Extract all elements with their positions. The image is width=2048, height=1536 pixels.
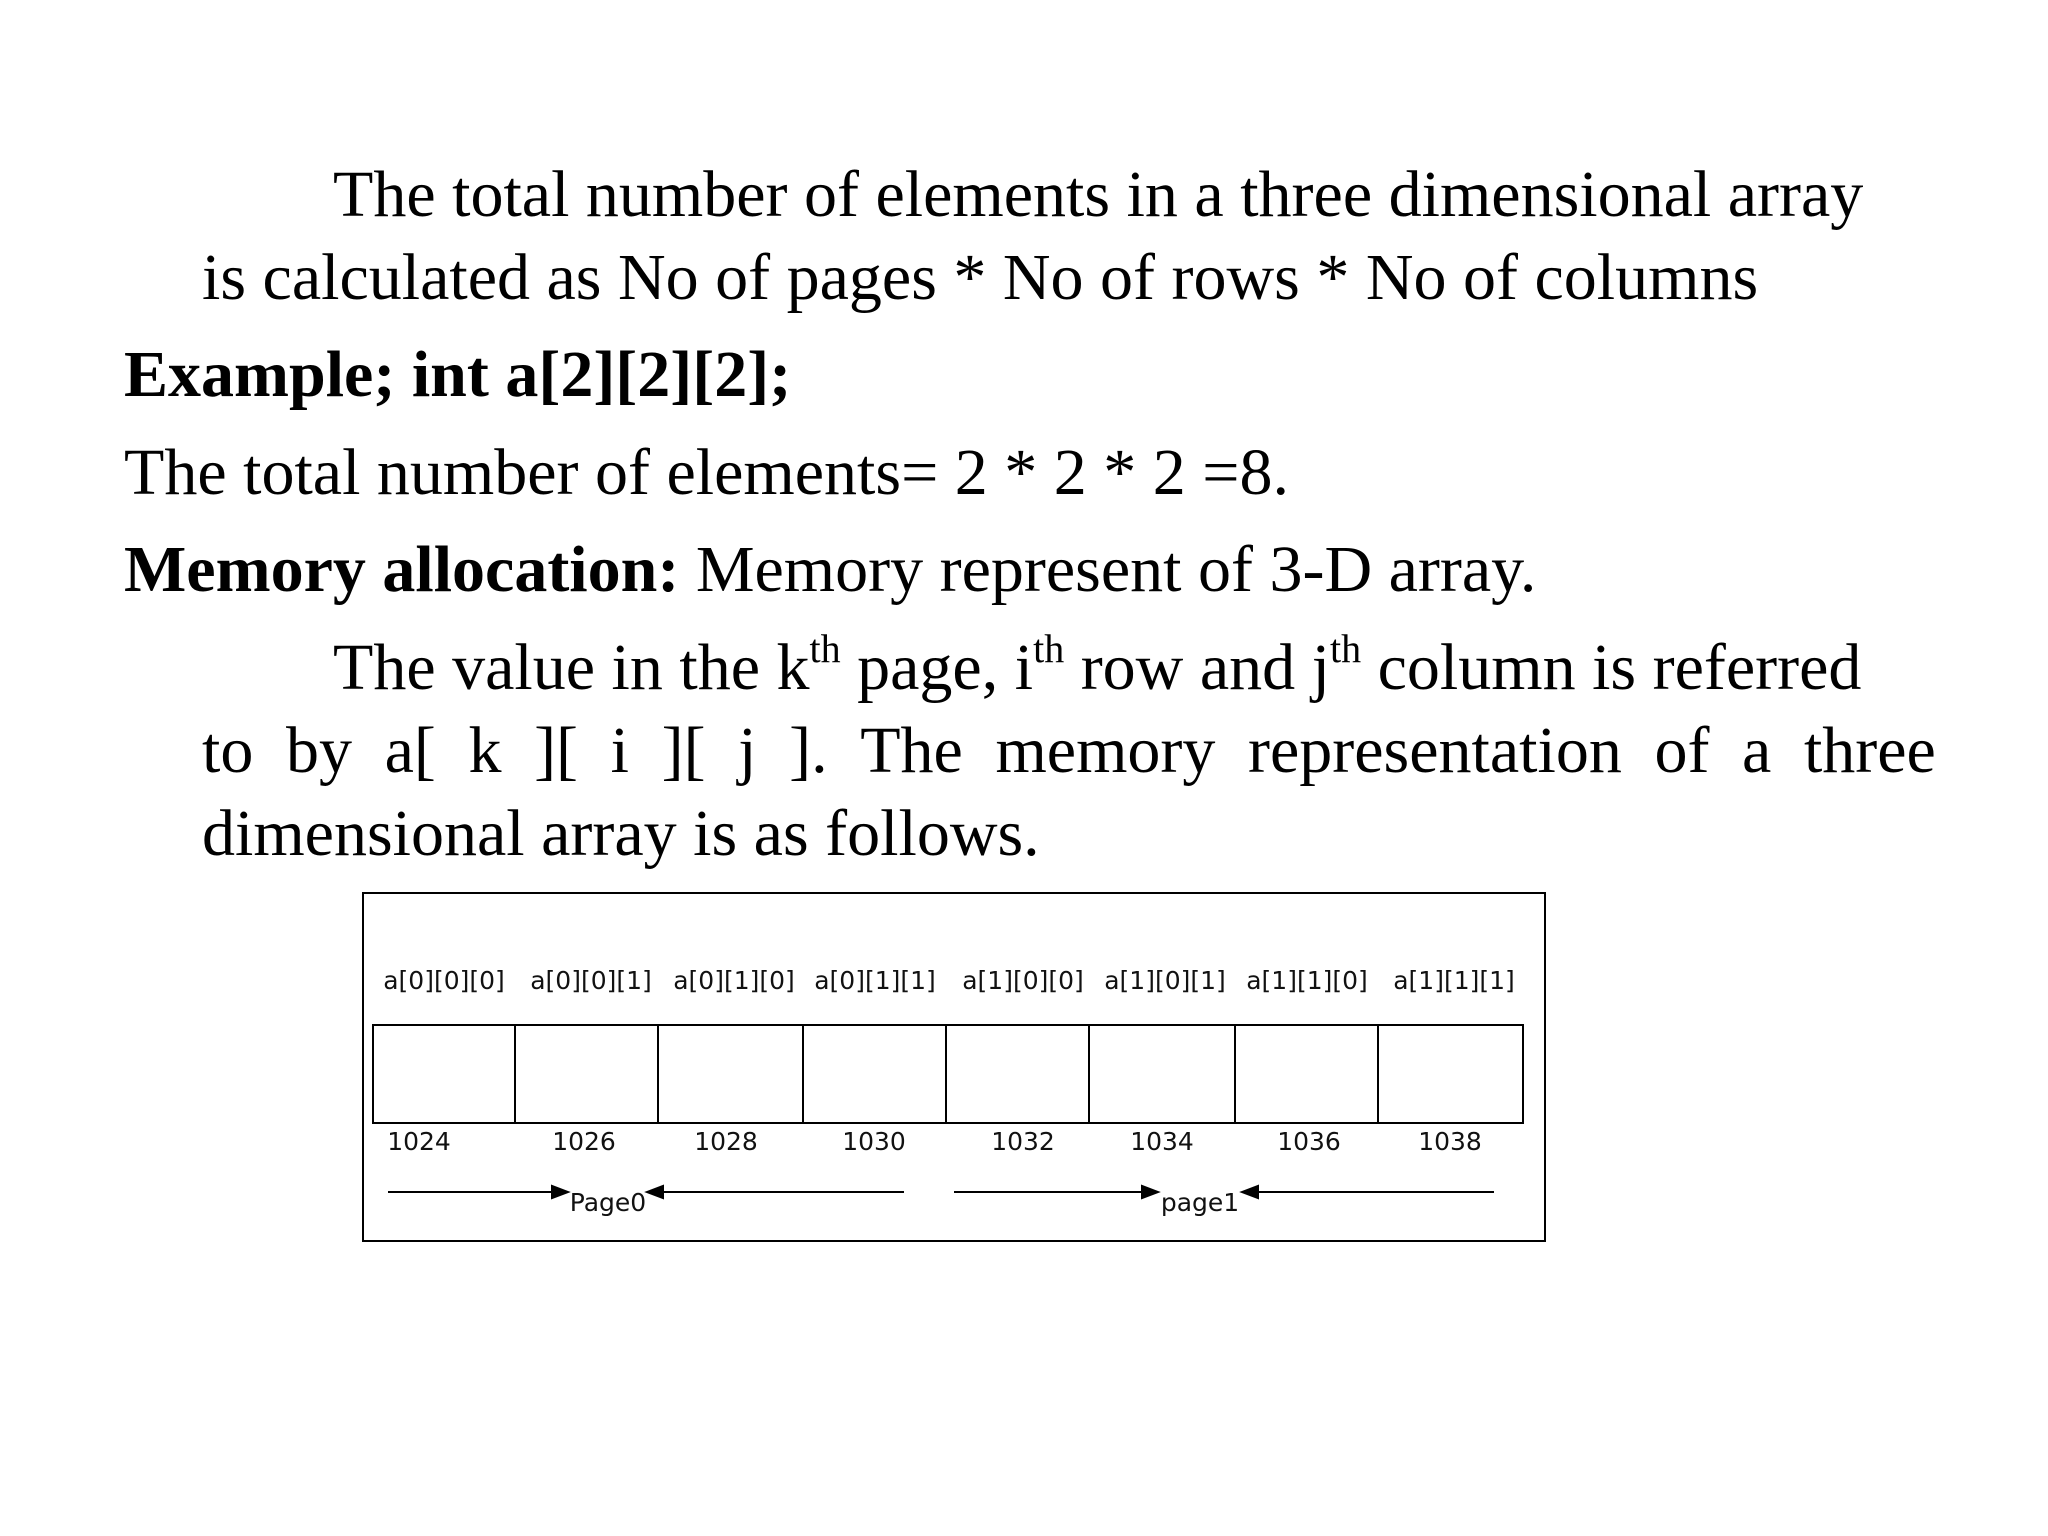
page1-label: page1 [1160, 1188, 1240, 1217]
memory-allocation-line [124, 533, 1537, 606]
memory-address: 1036 [1277, 1127, 1341, 1156]
p2-word: ][ [661, 714, 706, 787]
example-heading: Example; int a[2][2][2]; [124, 338, 792, 411]
element-label: a[0][0][1] [530, 966, 652, 995]
memory-allocation-label: Memory allocation: [124, 533, 680, 606]
memory-address: 1026 [552, 1127, 616, 1156]
page0-label: Page0 [569, 1188, 647, 1217]
element-label: a[0][1][1] [814, 966, 936, 995]
element-label: a[1][0][0] [962, 966, 1084, 995]
p2-word: a [1742, 714, 1772, 787]
memory-address: 1028 [694, 1127, 758, 1156]
p2-text-b: page, i [840, 631, 1034, 704]
memory-allocation-text: Memory represent of 3-D array. [679, 533, 1537, 606]
p2-text-c: row and j [1064, 631, 1330, 704]
p2-text-d: column is referred [1361, 631, 1862, 704]
p2-word: k [468, 714, 502, 787]
page-arrows [364, 894, 1544, 1240]
p2-word: The [860, 714, 963, 787]
p2-word: memory [995, 714, 1216, 787]
p2-word: i [610, 714, 629, 787]
memory-address: 1034 [1130, 1127, 1194, 1156]
element-label: a[1][0][1] [1104, 966, 1226, 995]
total-elements-line: The total number of elements= 2 * 2 * 2 =8. [124, 436, 1290, 509]
p2-word: ]. [789, 714, 828, 787]
memory-address: 1032 [991, 1127, 1055, 1156]
memory-address: 1038 [1418, 1127, 1482, 1156]
page1-right-arrowhead [1242, 1186, 1258, 1198]
p2-text-a: The value in the k [333, 631, 810, 704]
memory-diagram [362, 892, 1546, 1242]
paragraph-2-line-2 [202, 714, 1936, 787]
paragraph-1-line-1: The total number of elements in a three dimensional array [333, 158, 1864, 231]
element-label: a[1][1][1] [1393, 966, 1515, 995]
p2-word: three [1803, 714, 1936, 787]
p2-sup-j: th [1329, 626, 1362, 671]
element-label: a[1][1][0] [1246, 966, 1368, 995]
page0-left-arrowhead [552, 1186, 568, 1198]
p2-sup-k: th [809, 626, 841, 671]
page1-left-arrowhead [1142, 1186, 1158, 1198]
p2-word: by [285, 714, 352, 787]
paragraph-1-line-2: is calculated as No of pages * No of rows * No of columns [202, 241, 1759, 314]
p2-word: representation [1248, 714, 1622, 787]
p2-word: of [1654, 714, 1710, 787]
p2-sup-i: th [1033, 626, 1065, 671]
memory-address: 1030 [842, 1127, 906, 1156]
p2-word: ][ [534, 714, 579, 787]
paragraph-2-line-3: dimensional array is as follows. [202, 797, 1040, 870]
p2-word: j [738, 714, 757, 787]
p2-word: to [202, 714, 254, 787]
p2-word: a[ [384, 714, 436, 787]
memory-address: 1024 [387, 1127, 451, 1156]
paragraph-2-line-1 [333, 626, 1862, 704]
page0-right-arrowhead [647, 1186, 663, 1198]
element-label: a[0][1][0] [673, 966, 795, 995]
element-label: a[0][0][0] [383, 966, 505, 995]
